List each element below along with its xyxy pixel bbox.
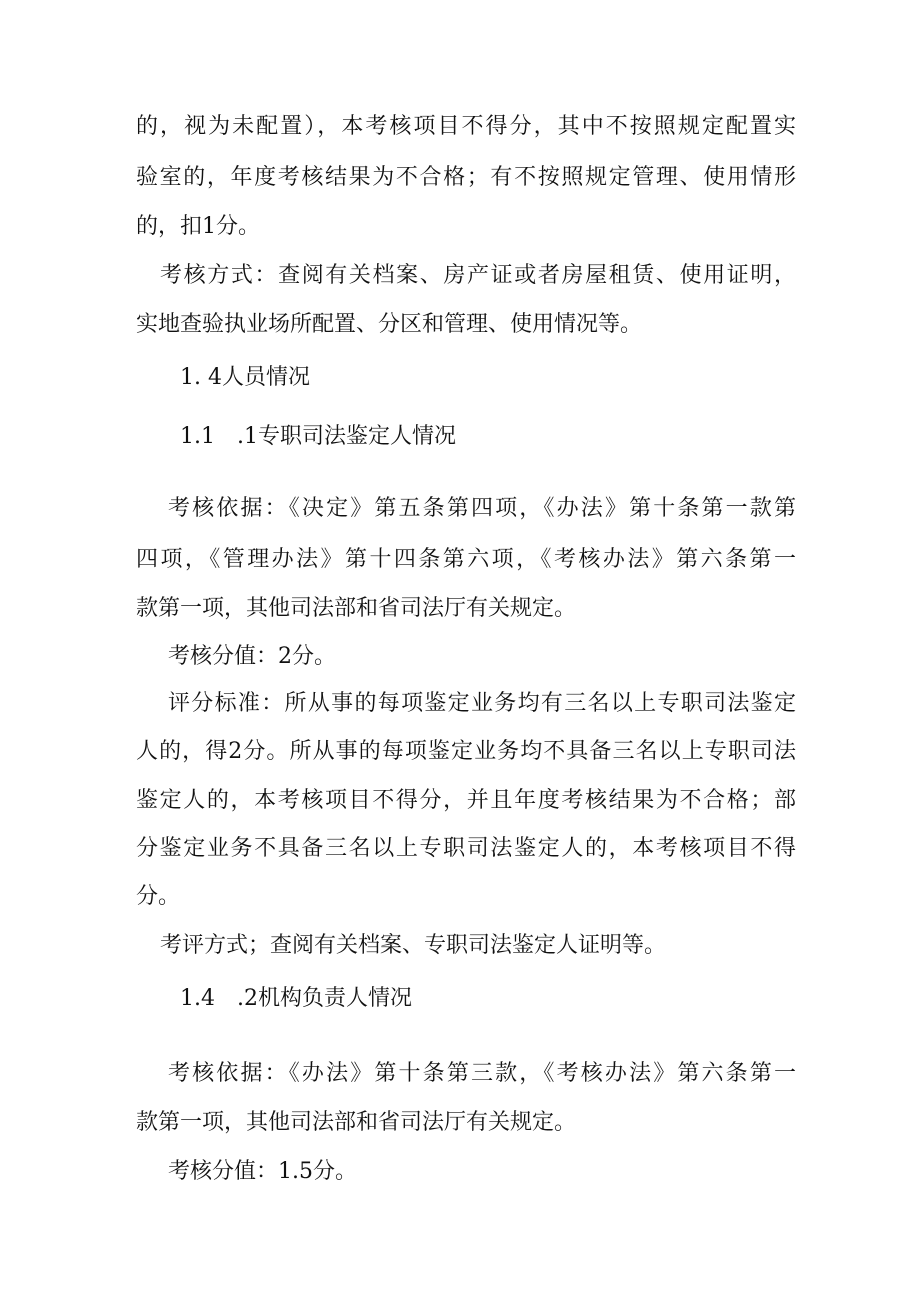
paragraph-line: 款第一项，其他司法部和省司法厅有关规定。 — [136, 1110, 577, 1135]
paragraph-line: 考核方式：查阅有关档案、房产证或者房屋租赁、使用证明， — [160, 263, 796, 288]
paragraph-line: 款第一项，其他司法部和省司法厅有关规定。 — [136, 596, 577, 621]
paragraph-line: 考核依据：《办法》第十条第三款，《考核办法》第六条第一 — [168, 1061, 796, 1086]
paragraph-line: 评分标准：所从事的每项鉴定业务均有三名以上专职司法鉴定 — [168, 691, 796, 716]
paragraph-line: 人的，得2分。所从事的每项鉴定业务均不具备三名以上专职司法 — [136, 739, 796, 764]
paragraph-line: 分鉴定业务不具备三名以上专职司法鉴定人的，本考核项目不得 — [136, 836, 796, 861]
paragraph-line: 验室的，年度考核结果为不合格；有不按照规定管理、使用情形 — [136, 165, 796, 190]
paragraph-line: 考核分值：2分。 — [168, 644, 336, 669]
paragraph-line: 实地查验执业场所配置、分区和管理、使用情况等。 — [136, 312, 643, 337]
paragraph-line: 的，扣1分。 — [136, 214, 260, 239]
subsection-heading: 1.4 .2机构负责人情况 — [180, 986, 412, 1011]
paragraph-line: 鉴定人的，本考核项目不得分，并且年度考核结果为不合格；部 — [136, 788, 796, 813]
paragraph-line: 考评方式；查阅有关档案、专职司法鉴定人证明等。 — [160, 933, 667, 958]
paragraph-line: 考核分值：1.5分。 — [168, 1159, 357, 1184]
paragraph-line: 考核依据：《决定》第五条第四项，《办法》第十条第一款第 — [168, 496, 796, 521]
paragraph-line: 的，视为未配置），本考核项目不得分，其中不按照规定配置实 — [136, 114, 796, 139]
section-heading: 1. 4人员情况 — [180, 365, 310, 390]
paragraph-line: 四项，《管理办法》第十四条第六项，《考核办法》第六条第一 — [136, 547, 796, 572]
paragraph-line: 分。 — [136, 884, 181, 909]
subsection-heading: 1.1 .1专职司法鉴定人情况 — [180, 424, 456, 449]
